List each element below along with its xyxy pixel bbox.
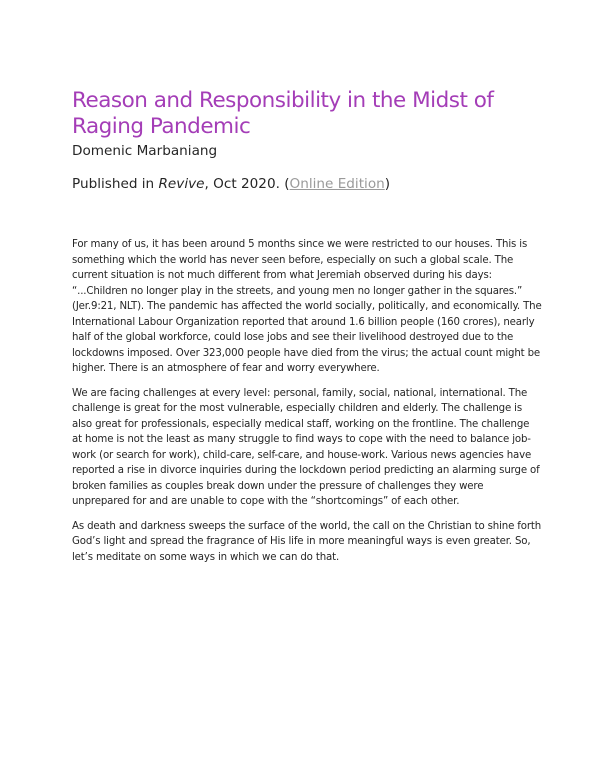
published-prefix: Published in	[72, 176, 159, 192]
online-edition-link[interactable]: Online Edition	[289, 176, 385, 192]
paragraph-2: We are facing challenges at every level: personal, family, social, national, international. The challenge is great for the most vulnerable, especially children and elderly. The challenge is also great for professionals, especially medical staff, working on the frontline. The challenge at home is not the least as many struggle to find ways to cope with the need to balance job-work (or search for work), child-care, self-care, and house-work. Various news agencies have reported a rise in divorce inquiries during the lockdown period predicting an alarming surge of broken families as couples break down under the pressure of challenges they were unprepared for and are unable to cope with the “shortcomings” of each other.	[72, 387, 540, 507]
paragraph-1: For many of us, it has been around 5 months since we were restricted to our houses. This is something which the world has never seen before, especially on such a global scale. The current situation is not much different from what Jeremiah observed during his days: “...Children no longer play in the streets, and young men no longer gather in the squares.” (Jer.9:21, NLT). The pandemic has affected the world socially, politically, and economically. The International Labour Organization reported that around 1.6 billion people (160 crores), nearly half of the global workforce, could lose jobs and see their livelihood destroyed due to the lockdowns imposed. Over 323,000 people have died from the virus; the actual count might be higher. There is an atmosphere of fear and worry everywhere.	[72, 239, 542, 374]
published-suffix: )	[384, 176, 391, 192]
document-title: Reason and Responsibility in the Midst of Raging Pandemic	[72, 88, 494, 139]
article-body	[72, 237, 542, 565]
document-page	[72, 88, 542, 574]
author-name: Domenic Marbaniang	[72, 143, 218, 159]
published-date: , Oct 2020. (	[204, 176, 290, 192]
paragraph-3: As death and darkness sweeps the surface of the world, the call on the Christian to shine forth God’s light and spread the fragrance of His life in more meaningful ways is even greater. So, let’s meditate on some ways in which we can do that.	[72, 520, 542, 563]
publication-name: Revive	[158, 176, 205, 192]
publication-line	[72, 175, 542, 193]
